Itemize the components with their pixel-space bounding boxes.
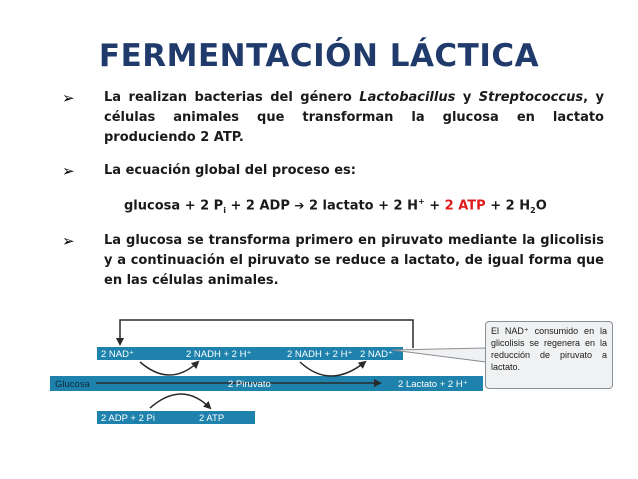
- adp-atp-curve: [150, 394, 210, 408]
- glycolysis-nad-curve: [140, 362, 198, 375]
- bullet-text-3: La glucosa se transforma primero en piruvato mediante la glicolisis y a continuación el piruvato se reduce a lactato, de igual forma que en las células animales.: [104, 233, 604, 288]
- eq-part: O: [535, 198, 547, 214]
- nadh-right-label: 2 NADH + 2 H⁺: [287, 349, 353, 360]
- arrow-right-icon: ➔: [294, 198, 305, 213]
- eq-part: + 2 H: [485, 198, 531, 214]
- atp-label: 2 ATP: [199, 413, 225, 424]
- bullet-1-part: La realizan bacterias del género: [104, 90, 360, 105]
- eq-sup: +: [418, 197, 425, 206]
- arrow-bullet-icon: ➢: [62, 90, 75, 107]
- eq-part: + 2 ADP: [225, 198, 295, 214]
- piruvato-label: 2 Piruvato: [228, 379, 271, 390]
- bullet-1-part: y: [455, 90, 479, 105]
- eq-atp: 2 ATP: [444, 198, 486, 214]
- eq-part: +: [424, 198, 445, 214]
- bullet-text-2: La ecuación global del proceso es:: [104, 163, 356, 178]
- glucosa-label: Glucosa: [55, 379, 90, 390]
- lactate-nadh-curve: [300, 362, 365, 376]
- arrow-bullet-icon: ➢: [62, 233, 75, 250]
- callout-note: El NAD⁺ consumido en la glicolisis se regenera en la reducción de piruvato a lactato.: [485, 321, 613, 389]
- page-title: FERMENTACIÓN LÁCTICA: [98, 38, 540, 74]
- callout-pointer: [392, 348, 486, 362]
- arrow-bullet-icon: ➢: [62, 163, 75, 180]
- bullet-1-part: , y células animales que transforman la glucosa en lactato produciendo 2 ATP.: [104, 90, 604, 145]
- eq-sub: i: [223, 205, 226, 215]
- nad-recycle-arrow: [120, 320, 413, 348]
- lactato-label: 2 Lactato + 2 H⁺: [398, 379, 468, 390]
- genus-streptococcus: Streptococcus: [478, 90, 584, 105]
- nad-left-label: 2 NAD⁺: [101, 349, 134, 360]
- nad-right-label: 2 NAD⁺: [360, 349, 393, 360]
- genus-lactobacillus: Lactobacillus: [359, 90, 456, 105]
- eq-part: 2 lactato + 2 H: [304, 198, 419, 214]
- eq-part: glucosa + 2 P: [124, 198, 224, 214]
- eq-sub: 2: [530, 205, 536, 215]
- adp-label: 2 ADP + 2 Pi: [101, 413, 155, 424]
- nadh-left-label: 2 NADH + 2 H⁺: [186, 349, 252, 360]
